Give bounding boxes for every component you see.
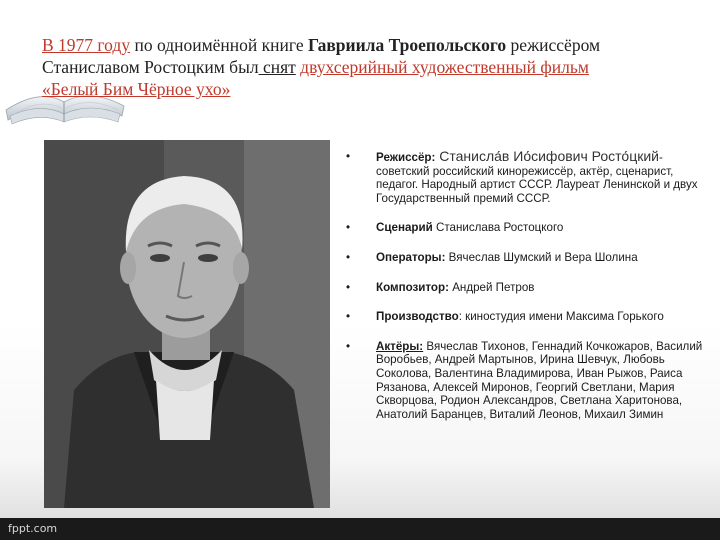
- list-item-production: [340, 310, 716, 324]
- operators-label: Операторы:: [376, 250, 446, 264]
- composer-label: Композитор:: [376, 280, 449, 294]
- production-value: : киностудия имени Максима Горького: [458, 310, 664, 324]
- bullet: •: [346, 339, 351, 353]
- bullet: •: [346, 150, 351, 163]
- director-label: Режиссёр:: [376, 151, 436, 164]
- title-text: по одноимённой книге: [130, 35, 308, 55]
- title-year-link[interactable]: В 1977 году: [42, 35, 131, 55]
- actors-label: Актёры:: [376, 339, 424, 353]
- slide-title: [42, 34, 642, 100]
- title-text: снят: [258, 57, 296, 77]
- bullet: •: [346, 250, 351, 264]
- production-label: Производство: [376, 310, 459, 324]
- title-author: Гавриила Троепольского: [307, 35, 507, 55]
- portrait-image: [44, 140, 330, 508]
- list-item-script: [340, 221, 716, 235]
- director-desc: - советский российский кинорежиссёр, актёр, сценарист, педагог. Народный артист СССР. Лауреат Ленинской и двух Государственный премий СССР.: [376, 151, 698, 205]
- footer-bar: [0, 518, 720, 540]
- footer-brand: fppt.com: [8, 522, 58, 535]
- script-value: Станислава Ростоцкого: [432, 221, 564, 235]
- director-name: Станисла́в Ио́сифович Росто́цкий: [435, 148, 659, 164]
- film-credits: [340, 150, 716, 437]
- title-film-link[interactable]: двухсерийный художественный фильм «Белый Бим Чёрное ухо»: [42, 57, 589, 99]
- operators-value: Вячеслав Шумский и Вера Шолина: [445, 250, 638, 264]
- director-portrait-photo: [44, 140, 330, 508]
- actors-value: Вячеслав Тихонов, Геннадий Кочкожаров, Василий Воробьев, Андрей Мартынов, Ирина Шевчук, Любовь Соколова, Валентина Владимирова, Иван Рыжов, Раиса Рязанова, Алексей Миронов, Георгий Светлани, Мария Скворцова, Родион Александров, Светлана Харитонова, Анатолий Баранцев, Виталий Леонов, Михаил Зимин: [376, 339, 703, 421]
- bullet: •: [346, 280, 351, 294]
- list-item-operators: [340, 251, 716, 265]
- bullet: •: [346, 310, 351, 324]
- list-item-director: [340, 150, 716, 205]
- list-item-composer: [340, 281, 716, 295]
- list-item-actors: [340, 340, 716, 422]
- bullet: •: [346, 221, 351, 235]
- composer-value: Андрей Петров: [448, 280, 535, 294]
- title-text: режиссёром Станиславом Ростоцким был: [42, 35, 601, 77]
- script-label: Сценарий: [376, 221, 433, 235]
